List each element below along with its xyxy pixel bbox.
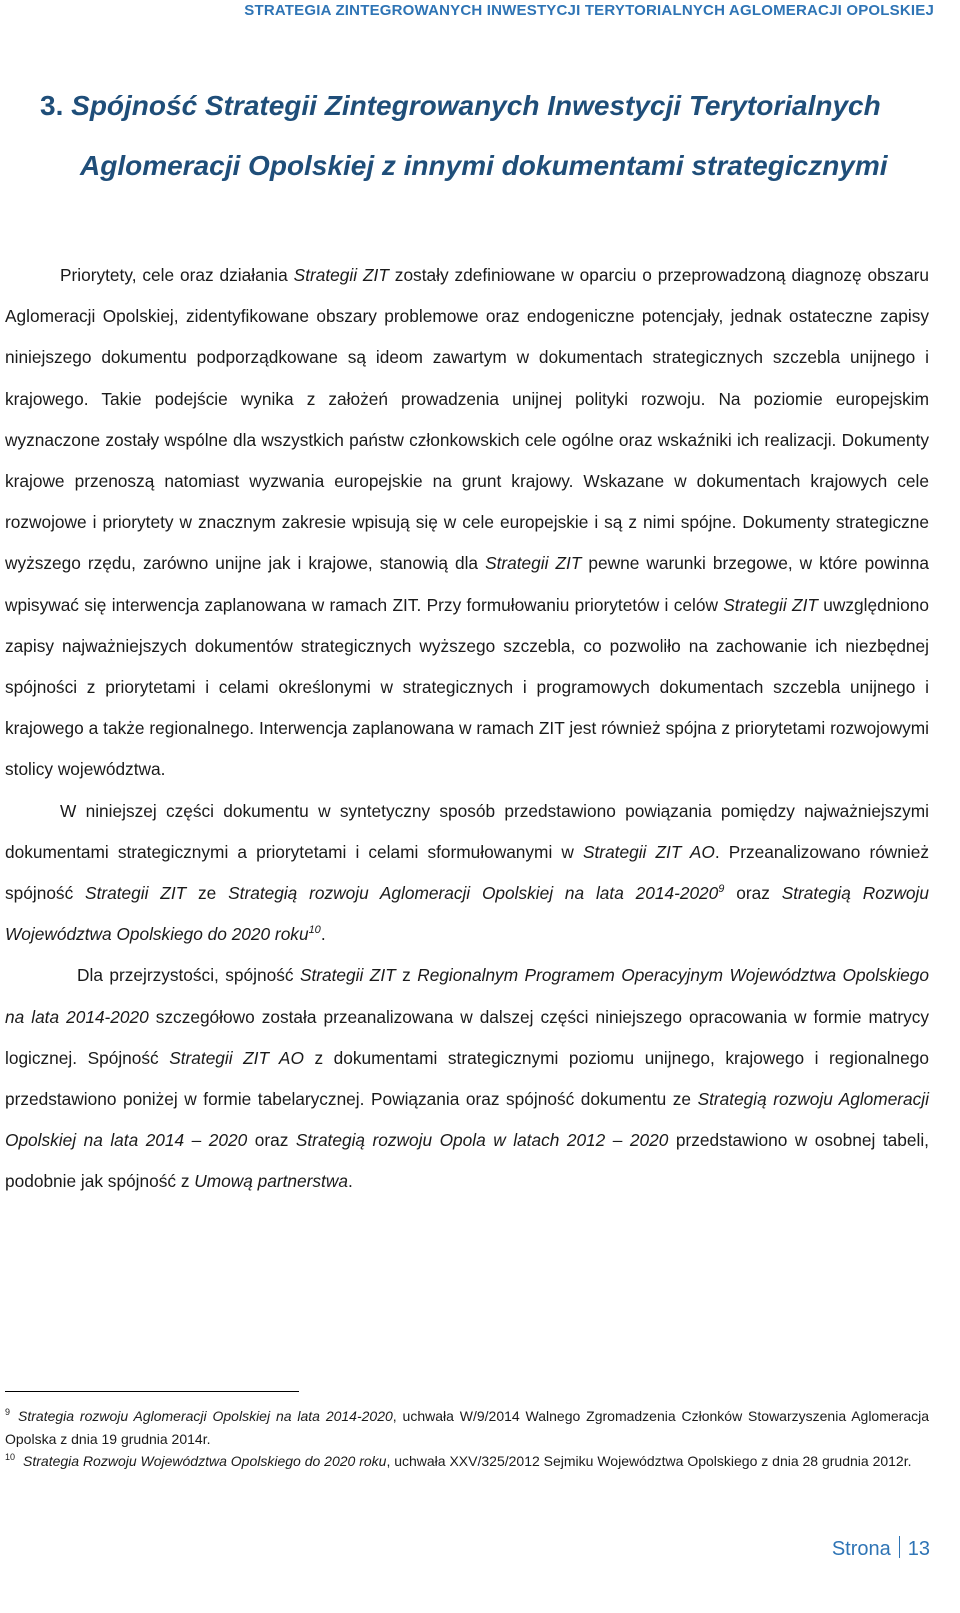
footnote-mark: 9 [5,1407,11,1418]
footnote-title: Strategia Rozwoju Województwa Opolskiego do 2020 roku [23,1453,387,1469]
text-run: oraz [724,883,782,904]
text-run: z dokumentami strategicznymi poziomu unijnego, krajowego i regionalnego przedstawiono poniżej w formie tabelarycznej. Powiązania oraz spójność dokumentu ze [5,1047,929,1110]
italic-title: Strategią rozwoju Opola w latach 2012 – 2020 [295,1130,669,1151]
text-run: uwzględniono zapisy najważniejszych dokumentów strategicznych wyższego szczebla, co pozwoliło na zachowanie ich niezbędnej spójności z priorytetami i celami określonymi w strategicznych i programowych dokumentach szczebla unijnego i krajowego a także regionalnego. Interwencja zaplanowana w ramach ZIT jest również spójna z priorytetami rozwojowymi stolicy województwa. [5,594,929,780]
italic-title: Umową partnerstwa [194,1171,348,1192]
footnote-title: Strategia rozwoju Aglomeracji Opolskiej na lata 2014-2020 [18,1408,393,1424]
text-run: . [347,1171,353,1192]
body-text [5,255,929,1203]
italic-title: Strategii ZIT [293,265,389,285]
italic-title: Strategii ZIT [723,594,818,615]
section-title-line-1: Spójność Strategii Zintegrowanych Inwestycji Terytorialnych [71,90,881,121]
footnotes [5,1405,929,1473]
page-number: 13 [907,1538,930,1560]
footnote-ref-9[interactable]: 9 [718,883,725,896]
text-run: szczegółowo została przeanalizowana w dalszej części niniejszego opracowania w formie matrycy logicznej. Spójność [5,1006,929,1068]
footnote-10 [5,1450,929,1473]
text-run: Priorytety, cele oraz działania [60,265,294,285]
footnote-ref-10[interactable]: 10 [308,924,321,937]
running-header: STRATEGIA ZINTEGROWANYCH INWESTYCJI TERYTORIALNYCH AGLOMERACJI OPOLSKIEJ [244,2,934,19]
footnote-text: , uchwała XXV/325/2012 Sejmiku Województwa Opolskiego z dnia 28 grudnia 2012r. [386,1453,912,1469]
section-heading [40,76,940,196]
text-run: oraz [247,1130,296,1151]
italic-title: Strategii ZIT [85,883,187,904]
italic-title: Strategii ZIT AO [169,1047,304,1068]
text-run: ze [186,883,229,904]
text-run: . [320,924,326,945]
text-run: W niniejszej części dokumentu w syntetyczny sposób przedstawiono powiązania pomiędzy najważniejszymi dokumentami strategicznymi a priorytetami i celami sformułowanymi w [5,800,929,862]
page-label: Strona [831,1538,891,1560]
paragraph-2 [5,791,929,956]
page-footer [832,1536,930,1561]
text-run: Dla przejrzystości, spójność [77,965,300,986]
paragraph-3 [5,955,929,1202]
footer-divider [899,1536,900,1558]
text-run: zostały zdefiniowane w oparciu o przeprowadzoną diagnozę obszaru Aglomeracji Opolskiej, zidentyfikowane obszary problemowe oraz endogeniczne potencjały, jednak ostateczne zapisy niniejszego dokumentu podporządkowane są ideom zawartym w dokumentach strategicznych szczebla unijnego i krajowego. Takie podejście wynika z założeń prowadzenia unijnej polityki rozwoju. Na poziomie europejskim wyznaczone zostały wspólne dla wszystkich państw członkowskich cele ogólne oraz wskaźniki ich realizacji. Dokumenty krajowe przenoszą natomiast wyzwania europejskie na grunt krajowy. Wskazane w dokumentach krajowych cele rozwojowe i priorytety w znacznym zakresie wpisują się w cele europejskie i są z nimi spójne. Dokumenty strategiczne wyższego rzędu, zarówno unijne jak i krajowe, stanowią dla [5,265,929,574]
italic-title: Strategią rozwoju Aglomeracji Opolskiej na lata 2014 – 2020 [5,1089,929,1151]
text-run: z [395,965,418,986]
italic-title: Strategii ZIT [485,553,582,574]
italic-title: Strategią Rozwoju Województwa Opolskiego do 2020 roku [5,883,929,945]
italic-title: Strategii ZIT [299,965,396,986]
section-number: 3. [40,90,64,121]
italic-title: Regionalnym Programem Operacyjnym Województwa Opolskiego na lata 2014-2020 [5,965,929,1027]
italic-title: Strategii ZIT AO [582,841,715,862]
footnote-text: , uchwała W/9/2014 Walnego Zgromadzenia Członków Stowarzyszenia Aglomeracja Opolska z dnia 19 grudnia 2014r. [5,1408,930,1447]
footnote-mark: 10 [5,1452,16,1463]
text-run: przedstawiono w osobnej tabeli, podobnie jak spójność z [5,1130,929,1192]
footnote-separator [5,1391,299,1392]
italic-title: Strategią rozwoju Aglomeracji Opolskiej na lata 2014-2020 [228,883,719,904]
text-run: . Przeanalizowano również spójność [5,841,929,904]
footnote-9 [5,1405,929,1450]
text-run: pewne warunki brzegowe, w które powinna wpisywać się interwencja zaplanowana w ramach ZIT. Przy formułowaniu priorytetów i celów [5,553,929,615]
section-title-line-2: Aglomeracji Opolskiej z innymi dokumentami strategicznymi [80,150,888,181]
paragraph-1 [5,255,929,791]
